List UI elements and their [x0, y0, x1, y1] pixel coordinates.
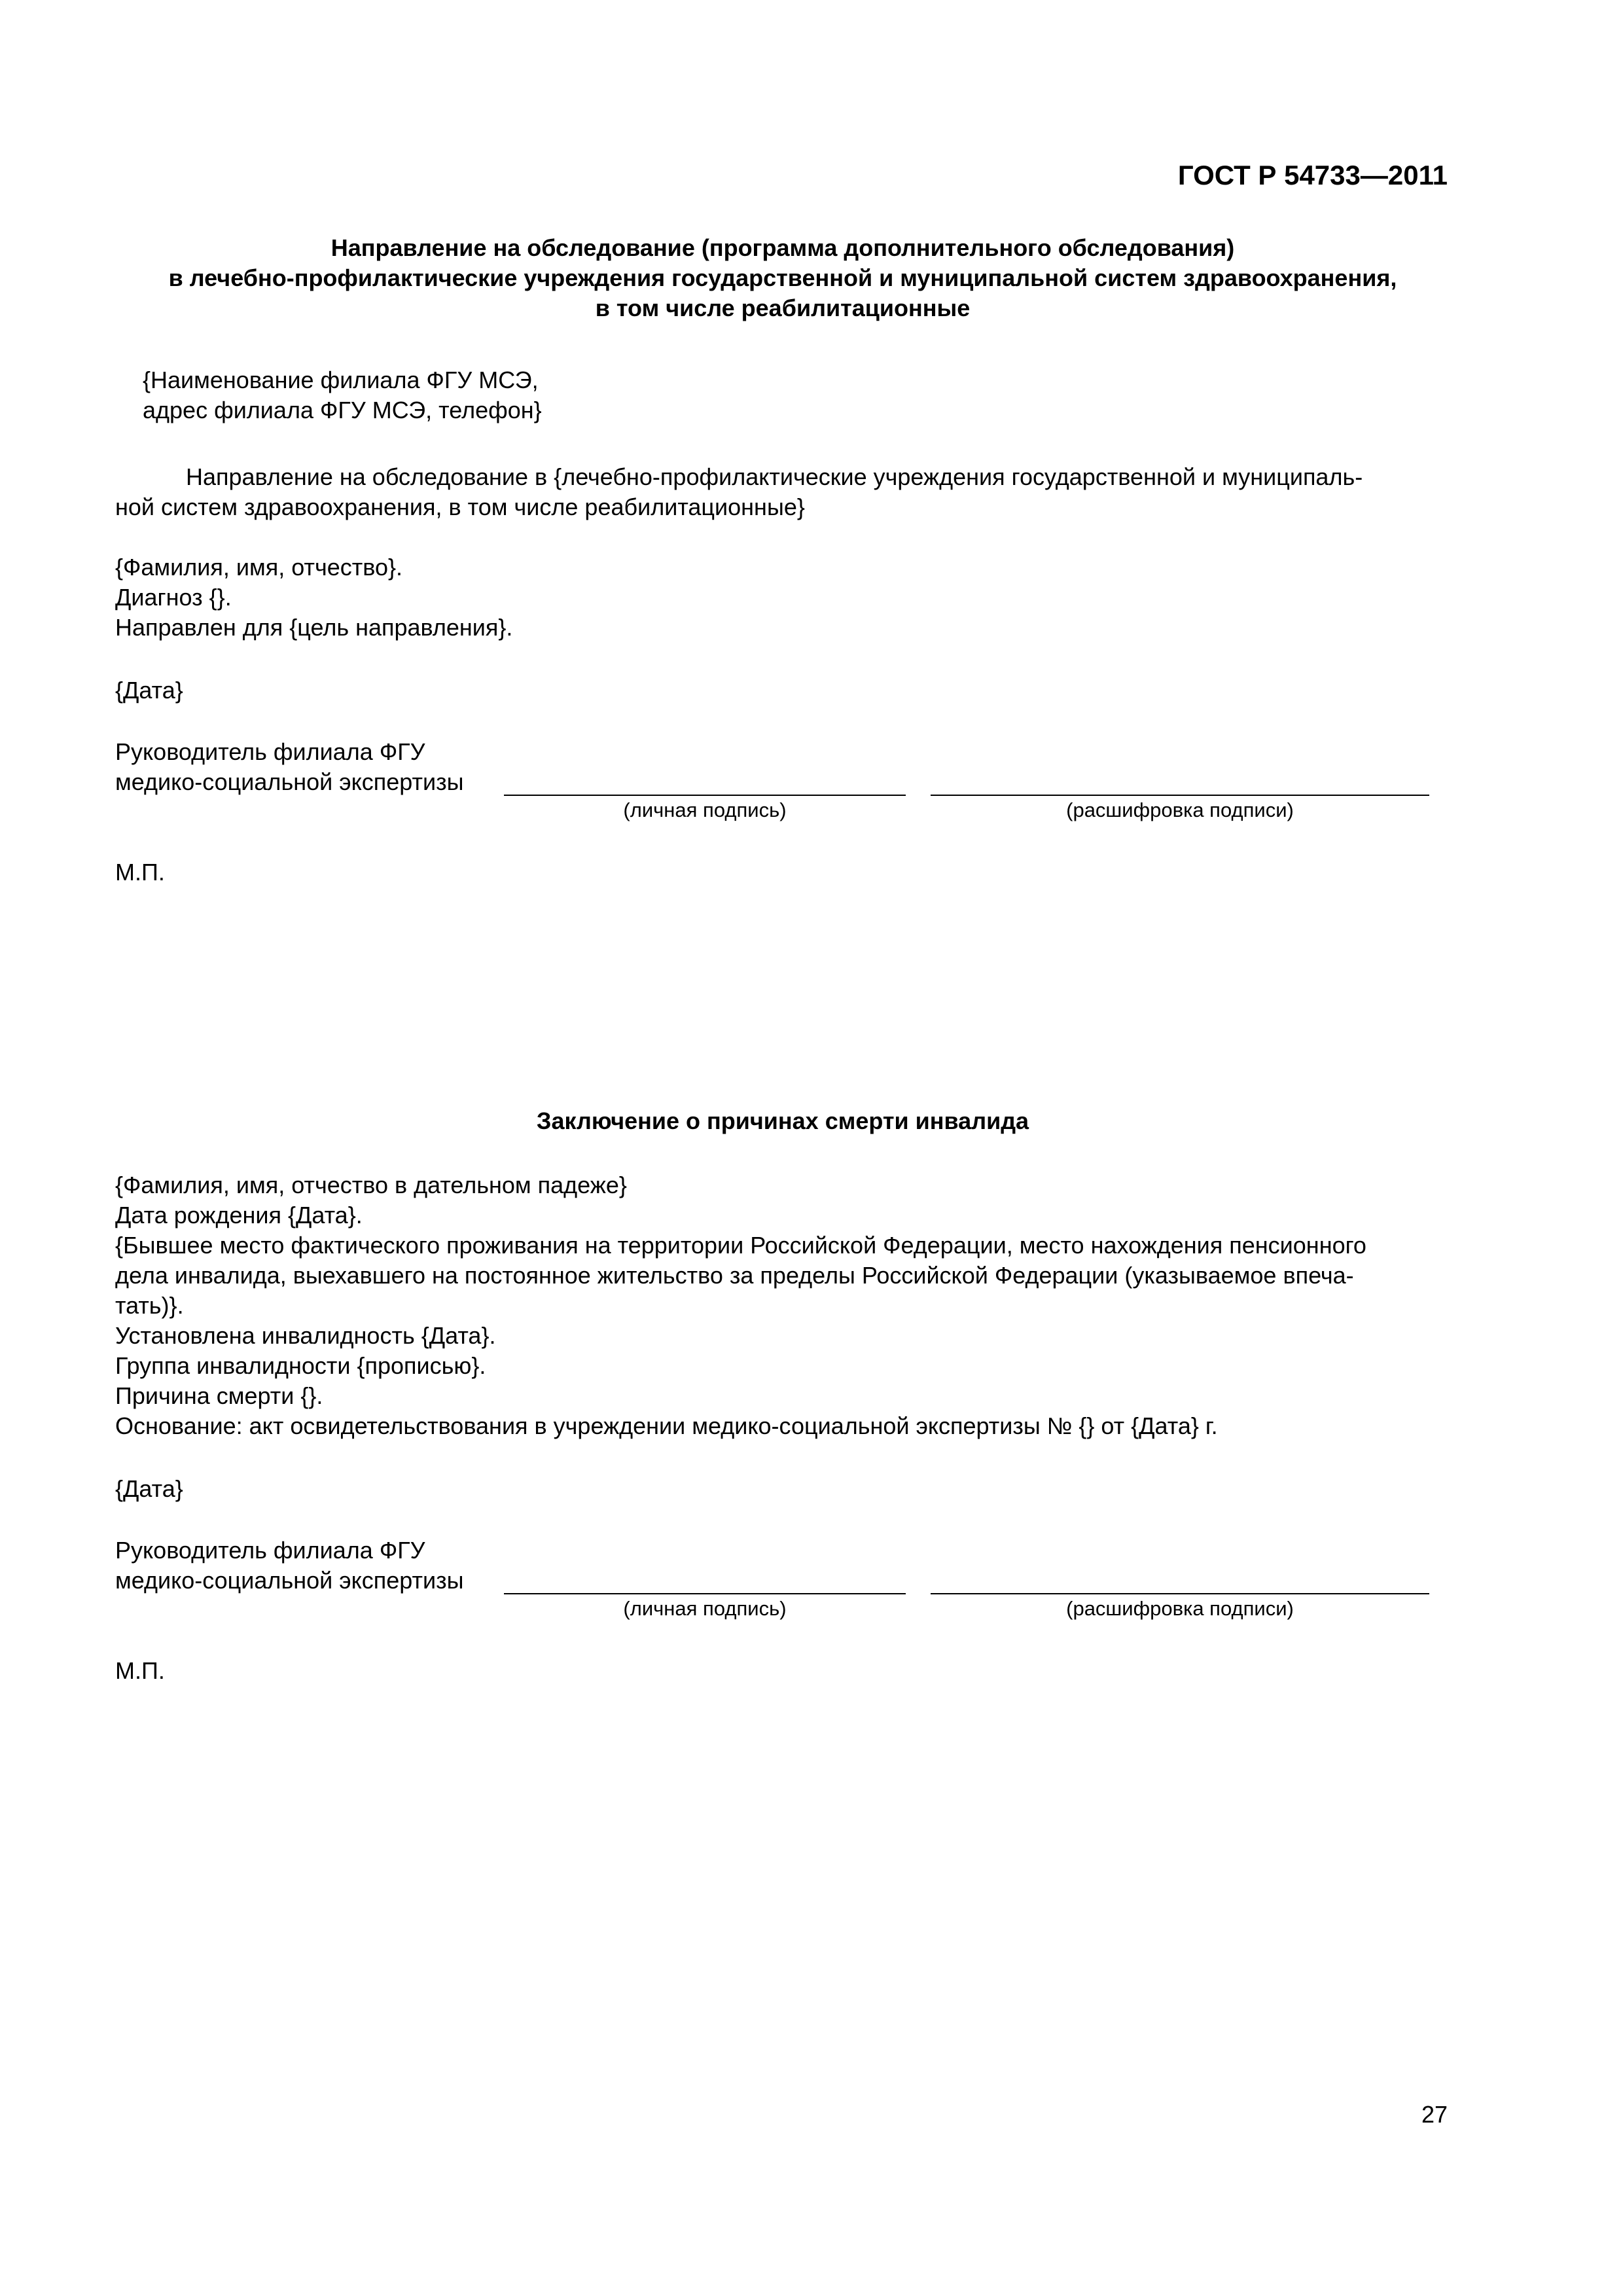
form2-title: Заключение о причинах смерти инвалида [536, 1107, 1029, 1134]
form2-signer-line: Руководитель филиала ФГУ [115, 1537, 425, 1564]
form2-decipher-line [931, 1593, 1429, 1594]
form1-signer-line: Руководитель филиала ФГУ [115, 738, 425, 765]
form2-line: {Фамилия, имя, отчество в дательном падеже} [115, 1172, 627, 1198]
form2-stamp: М.П. [115, 1657, 165, 1684]
form1-decipher-line [931, 795, 1429, 796]
form1-stamp: М.П. [115, 859, 165, 886]
form1-signature-line [504, 795, 906, 796]
form2-line: Дата рождения {Дата}. [115, 1202, 363, 1229]
form1-address-line: {Наименование филиала ФГУ МСЭ, [143, 367, 539, 393]
form1-field-diagnosis: Диагноз {}. [115, 584, 232, 611]
form1-title [105, 233, 1461, 323]
form1-intro-line: ной систем здравоохранения, в том числе реабилитационные} [115, 493, 805, 520]
form2-line: Основание: акт освидетельствования в учреждении медико-социальной экспертизы № {} от {Дата} г. [115, 1412, 1218, 1439]
form1-date: {Дата} [115, 677, 183, 704]
form2-line: тать)}. [115, 1292, 184, 1319]
form1-address-line: адрес филиала ФГУ МСЭ, телефон} [143, 397, 542, 423]
form1-title-line: в лечебно-профилактические учреждения государственной и муниципальной систем здравоохранения, [168, 264, 1397, 291]
form1-title-line: в том числе реабилитационные [595, 295, 971, 321]
form2-line: {Бывшее место фактического проживания на территории Российской Федерации, место нахождения пенсионного [115, 1232, 1366, 1259]
form1-field-purpose: Направлен для {цель направления}. [115, 614, 513, 641]
form2-signer-line: медико-социальной экспертизы [115, 1567, 464, 1594]
standard-code: ГОСТ Р 54733—2011 [1177, 160, 1448, 190]
form1-field-fio: {Фамилия, имя, отчество}. [115, 554, 402, 581]
form2-line: Причина смерти {}. [115, 1382, 323, 1409]
form2-date: {Дата} [115, 1475, 183, 1502]
form2-signature-caption: (личная подпись) [623, 1597, 787, 1620]
form1-decipher-caption: (расшифровка подписи) [1066, 798, 1294, 821]
form2-line: дела инвалида, выехавшего на постоянное жительство за пределы Российской Федерации (указываемое впеча- [115, 1262, 1354, 1289]
form1-title-line: Направление на обследование (программа дополнительного обследования) [330, 234, 1235, 261]
form2-line: Установлена инвалидность {Дата}. [115, 1322, 496, 1349]
form1-signer-line: медико-социальной экспертизы [115, 768, 464, 795]
form2-decipher-caption: (расшифровка подписи) [1066, 1597, 1294, 1620]
form2-signature-line [504, 1593, 906, 1594]
form1-signature-caption: (личная подпись) [623, 798, 787, 821]
page-number: 27 [1421, 2101, 1448, 2128]
form1-intro-line: Направление на обследование в {лечебно-профилактические учреждения государственной и муниципаль- [186, 463, 1363, 490]
form2-line: Группа инвалидности {прописью}. [115, 1352, 486, 1379]
